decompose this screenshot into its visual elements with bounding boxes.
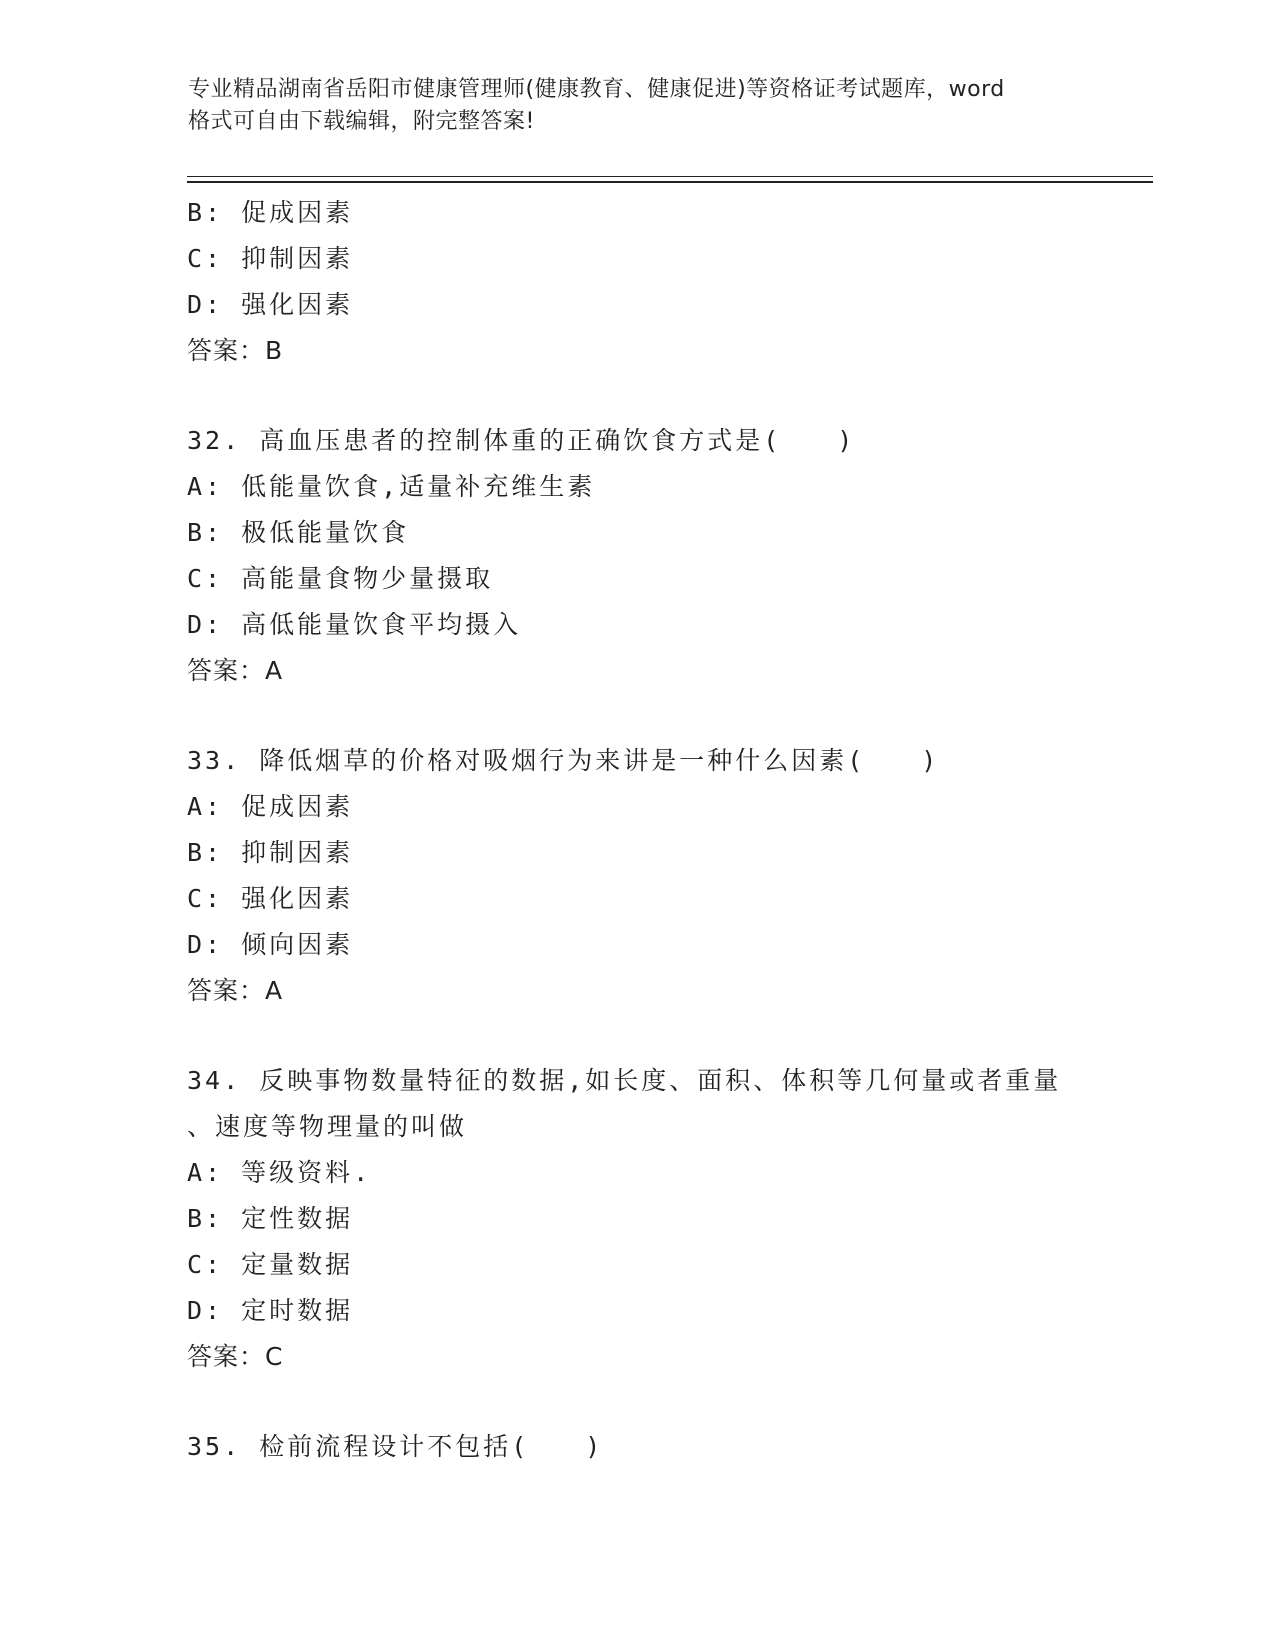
header-divider-thin <box>187 176 1153 177</box>
option-c: C: 抑制因素 <box>187 244 354 273</box>
answer: 答案：A <box>187 976 284 1005</box>
option-b: B: 极低能量饮食 <box>187 518 410 547</box>
question-31-fragment <box>187 190 1087 374</box>
option-c: C: 定量数据 <box>187 1250 354 1279</box>
spacer <box>187 1014 1087 1058</box>
option-d: D: 倾向因素 <box>187 930 354 959</box>
question-text: 32. 高血压患者的控制体重的正确饮食方式是( ) <box>187 426 856 455</box>
header-line-1: 专业精品湖南省岳阳市健康管理师(健康教育、健康促进)等资格证考试题库，word <box>188 77 1005 102</box>
option-b: B: 定性数据 <box>187 1204 354 1233</box>
header-divider-thick <box>187 181 1153 183</box>
option-b: B: 抑制因素 <box>187 838 354 867</box>
spacer <box>187 374 1087 418</box>
option-a: A: 促成因素 <box>187 792 354 821</box>
spacer <box>187 694 1087 738</box>
spacer <box>187 1380 1087 1424</box>
question-35 <box>187 1424 1087 1470</box>
question-32 <box>187 418 1087 694</box>
question-text: 33. 降低烟草的价格对吸烟行为来讲是一种什么因素( ) <box>187 746 940 775</box>
question-list <box>187 190 1087 1470</box>
answer: 答案：B <box>187 336 284 365</box>
option-c: C: 强化因素 <box>187 884 354 913</box>
option-c: C: 高能量食物少量摄取 <box>187 564 494 593</box>
answer: 答案：C <box>187 1342 284 1371</box>
question-34 <box>187 1058 1087 1380</box>
option-b: B: 促成因素 <box>187 198 354 227</box>
header-line-2: 格式可自由下载编辑，附完整答案! <box>188 109 535 134</box>
option-d: D: 高低能量饮食平均摄入 <box>187 610 522 639</box>
option-a: A: 等级资料. <box>187 1158 372 1187</box>
option-a: A: 低能量饮食,适量补充维生素 <box>187 472 596 501</box>
document-header <box>188 74 1088 138</box>
question-33 <box>187 738 1087 1014</box>
answer: 答案：A <box>187 656 284 685</box>
question-text: 35. 检前流程设计不包括( ) <box>187 1432 604 1461</box>
option-d: D: 强化因素 <box>187 290 354 319</box>
question-text-line-2: 、速度等物理量的叫做 <box>187 1112 468 1141</box>
option-d: D: 定时数据 <box>187 1296 354 1325</box>
question-text-line-1: 34. 反映事物数量特征的数据,如长度、面积、体积等几何量或者重量 <box>187 1066 1062 1095</box>
